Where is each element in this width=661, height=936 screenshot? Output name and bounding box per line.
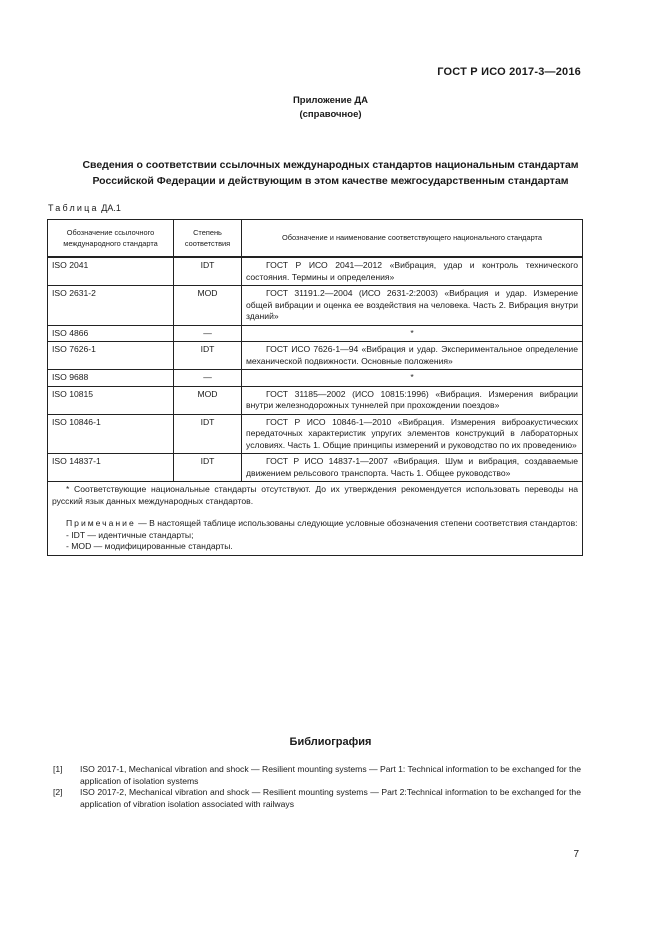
table-caption-number: ДА.1 bbox=[101, 203, 121, 213]
appendix-title: Приложение ДА bbox=[292, 95, 369, 106]
cell-national: * bbox=[242, 325, 583, 342]
cell-international: ISO 2041 bbox=[48, 257, 174, 286]
table-note bbox=[52, 518, 578, 530]
cell-degree: MOD bbox=[174, 286, 242, 326]
note-item: - MOD — модифицированные стандарты. bbox=[66, 541, 233, 551]
section-title bbox=[40, 157, 621, 189]
table-header-row bbox=[48, 220, 583, 258]
table-row bbox=[48, 454, 583, 482]
cell-degree: MOD bbox=[174, 386, 242, 414]
section-title-line2: Российской Федерации и действующим в этом качестве межгосударственным стандартам bbox=[92, 175, 569, 187]
appendix-subtitle: (справочное) bbox=[299, 109, 362, 120]
cell-international: ISO 2631-2 bbox=[48, 286, 174, 326]
table-footnote: * Соответствующие национальные стандарты отсутствуют. До их утверждения рекомендуется использовать переводы на русский язык данных международных стандартов. bbox=[52, 484, 578, 506]
standard-designation: ГОСТ Р ИСО 2017-3—2016 bbox=[437, 66, 581, 78]
cell-national: ГОСТ Р ИСО 2041—2012 «Вибрация, удар и контроль технического состояния. Термины и определения» bbox=[242, 257, 583, 286]
cell-degree: IDT bbox=[174, 454, 242, 482]
cell-international: ISO 7626-1 bbox=[48, 342, 174, 370]
bibliography-item bbox=[53, 787, 581, 810]
cell-degree: — bbox=[174, 370, 242, 387]
cell-national: ГОСТ 31185—2002 (ИСО 10815:1996) «Вибрация. Измерения вибрации внутри железнодорожных туннелей при прохождении поездов» bbox=[242, 386, 583, 414]
standards-table bbox=[47, 219, 583, 556]
note-item: - IDT — идентичные стандарты; bbox=[66, 529, 194, 540]
cell-international: ISO 10815 bbox=[48, 386, 174, 414]
note-label: Примечание bbox=[66, 518, 136, 528]
cell-national: ГОСТ Р ИСО 14837-1—2007 «Вибрация. Шум и вибрация, создаваемые движением рельсового транспорта. Часть 1. Общее руководство» bbox=[242, 454, 583, 482]
table-row bbox=[48, 414, 583, 454]
bibliography-item bbox=[53, 764, 581, 787]
header-international: Обозначение ссылочного международного стандарта bbox=[48, 220, 174, 258]
cell-national: ГОСТ Р ИСО 10846-1—2010 «Вибрация. Измерения виброакустических передаточных характеристик упругих элементов конструкций в лабораторных условиях. Часть 1. Общие принципы измерений и руководство по их проведению» bbox=[242, 414, 583, 454]
cell-international: ISO 9688 bbox=[48, 370, 174, 387]
table-row bbox=[48, 325, 583, 342]
cell-degree: — bbox=[174, 325, 242, 342]
cell-national: ГОСТ ИСО 7626-1—94 «Вибрация и удар. Экспериментальное определение механической подвижности. Основные положения» bbox=[242, 342, 583, 370]
table-row bbox=[48, 257, 583, 286]
cell-degree: IDT bbox=[174, 257, 242, 286]
table-caption bbox=[48, 203, 121, 213]
bibliography-item-text: ISO 2017-1, Mechanical vibration and shock — Resilient mounting systems — Part 1: Technical information to be exchanged for the application of isolation systems bbox=[80, 764, 581, 786]
cell-degree: IDT bbox=[174, 414, 242, 454]
table-row bbox=[48, 370, 583, 387]
cell-international: ISO 10846-1 bbox=[48, 414, 174, 454]
cell-national: * bbox=[242, 370, 583, 387]
header-national: Обозначение и наименование соответствующего национального стандарта bbox=[242, 220, 583, 258]
table-row bbox=[48, 342, 583, 370]
bibliography-item-number: [2] bbox=[53, 787, 63, 797]
header-degree: Степень соответствия bbox=[174, 220, 242, 258]
page-number: 7 bbox=[573, 849, 579, 860]
table-caption-word: Таблица bbox=[48, 203, 99, 213]
bibliography-item-number: [1] bbox=[53, 764, 63, 774]
cell-international: ISO 14837-1 bbox=[48, 454, 174, 482]
bibliography-title: Библиография bbox=[289, 736, 372, 748]
cell-degree: IDT bbox=[174, 342, 242, 370]
section-title-line1: Сведения о соответствии ссылочных международных стандартов национальным стандартам bbox=[82, 159, 579, 171]
table-row bbox=[48, 286, 583, 326]
note-text: — В настоящей таблице использованы следующие условные обозначения степени соответствия стандартов: bbox=[135, 518, 578, 528]
bibliography-item-text: ISO 2017-2, Mechanical vibration and shock — Resilient mounting systems — Part 2:Technical information to be exchanged for the application of vibration isolation associated with railways bbox=[80, 787, 581, 809]
table-row bbox=[48, 386, 583, 414]
cell-international: ISO 4866 bbox=[48, 325, 174, 342]
cell-national: ГОСТ 31191.2—2004 (ИСО 2631-2:2003) «Вибрация и удар. Измерение общей вибрации и оценка ее воздействия на человека. Часть 2. Вибрация внутри зданий» bbox=[242, 286, 583, 326]
table-notes-row bbox=[48, 482, 583, 556]
table-notes bbox=[48, 482, 583, 556]
